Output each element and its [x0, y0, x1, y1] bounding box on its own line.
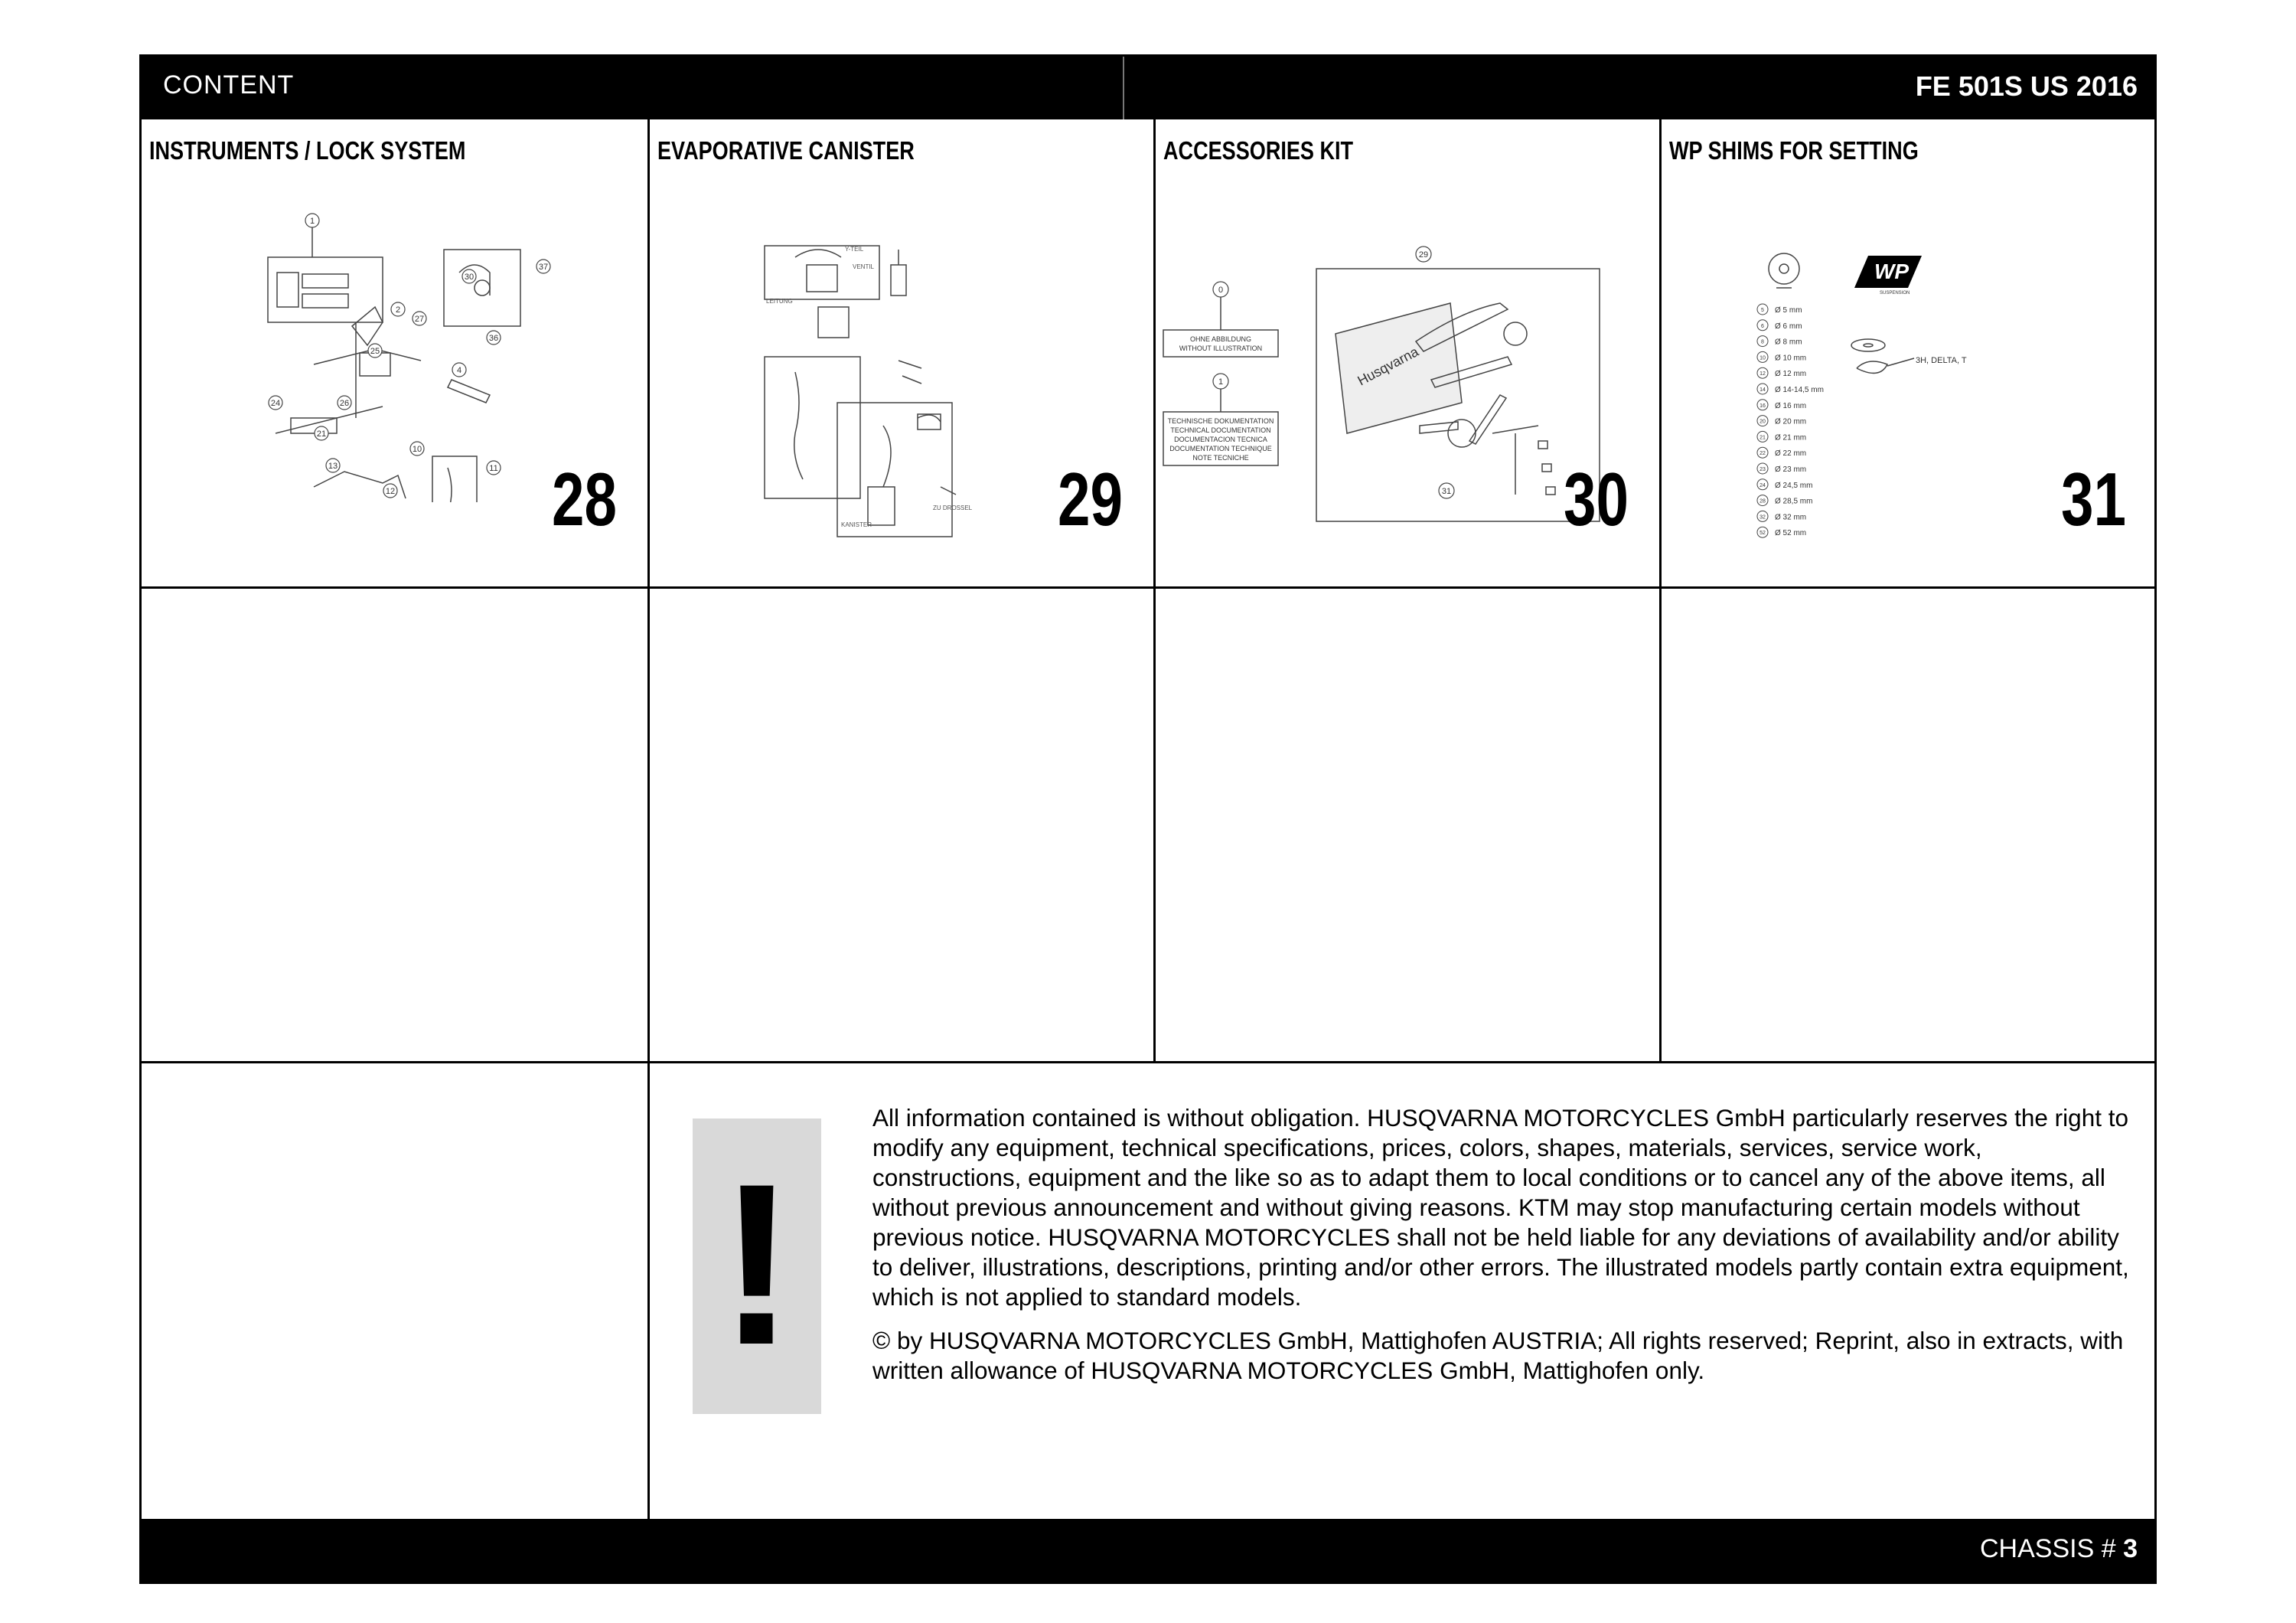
shim-note: 3H, DELTA, T: [1916, 356, 1967, 365]
label-line: TECHNICAL DOCUMENTATION: [1170, 426, 1271, 434]
shim-size: Ø 20 mm: [1775, 417, 1807, 426]
accessories-kit-illustration: [1156, 181, 1615, 540]
shim-size: Ø 12 mm: [1775, 370, 1807, 379]
shim-number: 8: [1761, 339, 1764, 345]
svg-text:12: 12: [385, 487, 396, 496]
page-number: 29: [1057, 457, 1123, 541]
shim-size: Ø 24,5 mm: [1775, 481, 1813, 490]
shim-number: 12: [1760, 371, 1766, 377]
callout: 29: [1418, 250, 1429, 260]
evaporative-canister-illustration: [749, 181, 1055, 540]
content-cell-wp-shims[interactable]: [1662, 119, 2157, 586]
header-divider: [1123, 57, 1124, 119]
content-cell-accessories-kit[interactable]: [1156, 119, 1659, 586]
shim-size-row: [1757, 463, 1806, 474]
copyright-paragraph: © by HUSQVARNA MOTORCYCLES GmbH, Mattighofen AUSTRIA; All rights reserved; Reprint, also in extracts, with written allowance of HUSQVARNA MOTORCYCLES GmbH, Mattighofen only.: [872, 1327, 2124, 1384]
shim-size: Ø 16 mm: [1775, 401, 1807, 410]
warning-box: [693, 1118, 821, 1414]
shim-size-row: [1757, 511, 1806, 521]
shim-number: 21: [1760, 435, 1766, 441]
shim-size-row: [1757, 351, 1806, 362]
exclamation-icon: !: [719, 1135, 795, 1393]
svg-text:37: 37: [538, 263, 549, 272]
shim-size-row: [1757, 527, 1806, 537]
page-header: [142, 57, 2154, 119]
label-line: DOCUMENTACION TECNICA: [1174, 436, 1267, 443]
svg-text:KANISTER: KANISTER: [841, 521, 872, 528]
callout: 31: [1441, 487, 1452, 496]
shim-number: 10: [1760, 355, 1766, 361]
label-line: WITHOUT ILLUSTRATION: [1179, 345, 1263, 352]
footer-page-number: 3: [2123, 1534, 2138, 1563]
svg-text:30: 30: [464, 273, 475, 282]
shim-size-row: [1757, 431, 1806, 442]
header-title: CONTENT: [163, 70, 295, 100]
wp-logo-subtext: SUSPENSION: [1880, 291, 1910, 296]
label-line: NOTE TECNICHE: [1192, 454, 1249, 462]
grid-line: [142, 1061, 2154, 1063]
shim-number: 24: [1760, 482, 1766, 488]
shim-size: Ø 32 mm: [1775, 513, 1807, 522]
shim-size-row: [1757, 384, 1824, 394]
shim-number: 5: [1761, 308, 1764, 313]
svg-text:ZU DROSSEL: ZU DROSSEL: [933, 505, 973, 511]
shim-size: Ø 10 mm: [1775, 354, 1807, 363]
cell-title: ACCESSORIES KIT: [1163, 136, 1354, 165]
svg-text:13: 13: [328, 462, 338, 471]
shim-number: 52: [1760, 531, 1766, 537]
callout: 0: [1218, 286, 1224, 295]
shim-number: 20: [1760, 419, 1766, 425]
shim-size-row: [1757, 400, 1806, 410]
shim-number: 28: [1760, 498, 1766, 505]
footer-section: CHASSIS #: [1980, 1534, 2116, 1563]
svg-text:2: 2: [395, 305, 401, 315]
svg-text:36: 36: [488, 334, 499, 343]
svg-text:4: 4: [456, 366, 462, 375]
grid-line: [142, 586, 2154, 589]
shim-number: 32: [1760, 514, 1766, 521]
shim-number: 16: [1760, 403, 1766, 409]
model-title: FE 501S US 2016: [1915, 70, 2138, 102]
disclaimer: [872, 1103, 2135, 1399]
shim-size-row: [1757, 495, 1812, 506]
brand-label: Husqvarna: [1355, 344, 1421, 389]
shim-number: 14: [1760, 387, 1766, 393]
wp-logo-text: WP: [1874, 260, 1910, 283]
cell-title: INSTRUMENTS / LOCK SYSTEM: [149, 136, 466, 165]
shim-size-row: [1757, 416, 1806, 426]
page-footer: [142, 1519, 2154, 1582]
page-number: 30: [1563, 457, 1629, 541]
shim-size: Ø 6 mm: [1775, 322, 1802, 331]
svg-text:11: 11: [489, 464, 498, 473]
shim-size: Ø 5 mm: [1775, 306, 1802, 315]
content-cell-evaporative-canister[interactable]: [650, 119, 1153, 586]
svg-text:10: 10: [412, 445, 422, 454]
shim-size-row: [1757, 447, 1806, 458]
shim-size: Ø 28,5 mm: [1775, 497, 1813, 506]
shim-size-row: [1757, 367, 1806, 378]
svg-text:Y-TEIL: Y-TEIL: [845, 246, 864, 253]
svg-text:1: 1: [309, 217, 315, 226]
svg-text:25: 25: [370, 347, 380, 356]
svg-text:27: 27: [414, 315, 425, 324]
svg-text:26: 26: [339, 399, 350, 408]
callout: 1: [1218, 377, 1224, 387]
shim-size-row: [1757, 304, 1802, 315]
shim-size-row: [1757, 479, 1812, 490]
cell-title: EVAPORATIVE CANISTER: [657, 136, 915, 165]
svg-text:21: 21: [316, 429, 327, 439]
shim-size-row: [1757, 320, 1802, 331]
label-line: OHNE ABBILDUNG: [1189, 335, 1252, 343]
disclaimer-paragraph: All information contained is without obligation. HUSQVARNA MOTORCYCLES GmbH particularly reserves the right to modify any equipment, technical specifications, prices, colors, shapes, materials, services, service work, constructions, equipment and the like so as to adapt them to local conditions or to cancel any of the above items, all without previous announcement and without giving reasons. KTM may stop manufacturing certain models without previous notice. HUSQVARNA MOTORCYCLES shall not be held liable for any deviations of availability and/or ability to deliver, illustrations, descriptions, printing and/or other errors. The illustrated models partly contain extra equipment, which is not applied to standard models.: [872, 1104, 2129, 1311]
label-line: DOCUMENTATION TECHNIQUE: [1169, 445, 1272, 452]
wp-logo: [1854, 256, 1922, 296]
shim-size: Ø 14-14,5 mm: [1775, 386, 1824, 394]
shim-number: 23: [1760, 467, 1766, 472]
instruments-illustration: [207, 181, 566, 502]
label-line: TECHNISCHE DOKUMENTATION: [1167, 417, 1274, 425]
content-sheet: [139, 54, 2157, 1584]
footer-label: [1980, 1534, 2138, 1564]
shim-number: 22: [1760, 451, 1766, 457]
content-cell-instruments[interactable]: [142, 119, 647, 586]
shim-size-list: [1757, 304, 1824, 537]
svg-text:LEITUNG: LEITUNG: [766, 298, 793, 305]
shim-size: Ø 8 mm: [1775, 338, 1802, 347]
shim-number: 6: [1761, 323, 1764, 329]
shim-size: Ø 22 mm: [1775, 449, 1807, 459]
shim-size-row: [1757, 336, 1802, 347]
svg-text:24: 24: [270, 399, 281, 408]
cell-title: WP SHIMS FOR SETTING: [1669, 136, 1919, 165]
wp-shims-illustration: [1662, 181, 2121, 540]
page-number: 31: [2060, 457, 2126, 541]
page-number: 28: [551, 457, 617, 541]
shim-size: Ø 23 mm: [1775, 465, 1807, 474]
svg-text:VENTIL: VENTIL: [853, 263, 875, 270]
shim-size: Ø 52 mm: [1775, 529, 1807, 538]
shim-size: Ø 21 mm: [1775, 433, 1807, 442]
